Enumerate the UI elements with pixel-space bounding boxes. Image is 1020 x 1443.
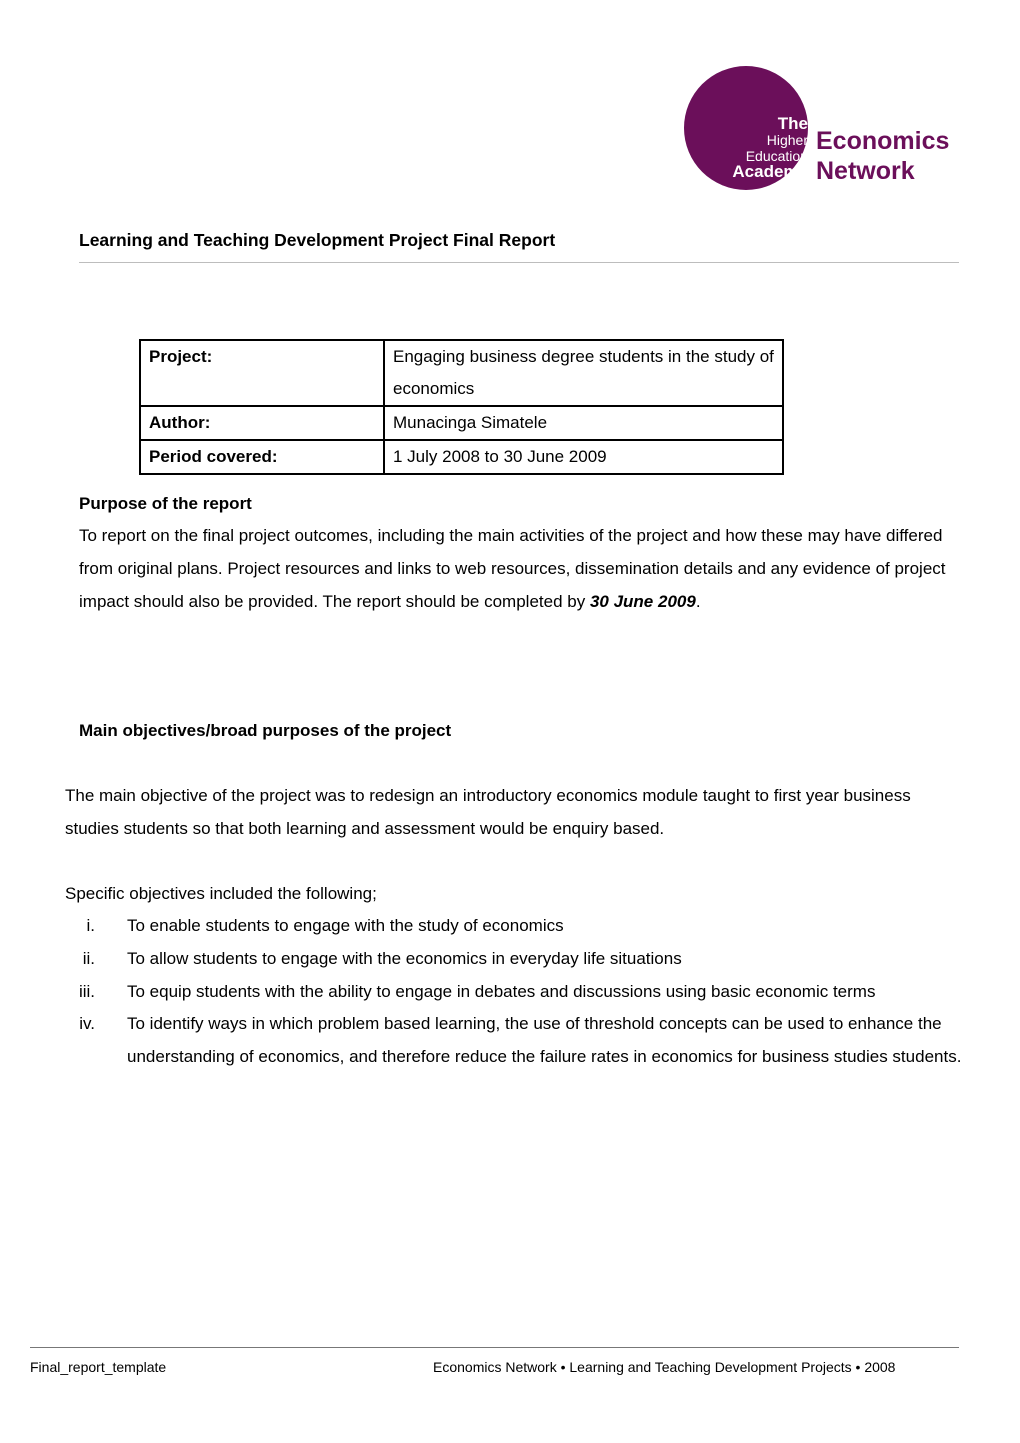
purpose-paragraph bbox=[79, 520, 964, 618]
table-row bbox=[140, 406, 783, 440]
economics-network-logo bbox=[684, 66, 964, 192]
logo-line: The bbox=[777, 114, 808, 133]
project-info-table bbox=[139, 339, 784, 475]
list-item bbox=[65, 1008, 965, 1074]
list-item-number: iii. bbox=[78, 981, 95, 1001]
logo-word-network: Network bbox=[816, 157, 915, 185]
title-divider bbox=[79, 262, 959, 263]
purpose-deadline: 30 June 2009 bbox=[589, 591, 696, 611]
table-label: Period covered: bbox=[140, 440, 384, 474]
logo-academy-text bbox=[732, 116, 808, 180]
purpose-heading: Purpose of the report bbox=[79, 494, 252, 513]
table-label: Project: bbox=[140, 340, 384, 406]
main-objective-paragraph: The main objective of the project was to redesign an introductory economics module taught to first year business studies students so that both learning and assessment would be enquiry based. bbox=[65, 786, 911, 838]
list-item-number: iv. bbox=[79, 1014, 95, 1034]
list-item bbox=[65, 943, 965, 976]
specific-objectives-intro: Specific objectives included the following; bbox=[65, 884, 377, 903]
list-item-text: To equip students with the ability to engage in debates and discussions using basic economic terms bbox=[127, 981, 876, 1001]
purpose-end: . bbox=[695, 591, 701, 611]
logo-line: Education bbox=[745, 148, 808, 164]
list-item-text: To allow students to engage with the economics in everyday life situations bbox=[127, 948, 682, 968]
footer-network-credit: Economics Network • Learning and Teaching Development Projects • 2008 bbox=[433, 1359, 896, 1375]
objectives-list bbox=[65, 910, 965, 1074]
document-title: Learning and Teaching Development Project Final Report bbox=[79, 230, 556, 250]
list-item bbox=[65, 910, 965, 943]
list-item-number: ii. bbox=[82, 948, 95, 968]
footer-divider bbox=[30, 1347, 959, 1348]
table-value: 1 July 2008 to 30 June 2009 bbox=[384, 440, 783, 474]
table-value: Munacinga Simatele bbox=[384, 406, 783, 440]
objectives-heading: Main objectives/broad purposes of the project bbox=[79, 721, 452, 740]
list-item-text: To enable students to engage with the study of economics bbox=[127, 916, 564, 935]
list-item-text: To identify ways in which problem based learning, the use of threshold concepts can be used to enhance the understanding of economics, and therefore reduce the failure rates in economics for business studies students. bbox=[127, 1014, 962, 1067]
list-item bbox=[65, 976, 965, 1009]
table-row bbox=[140, 440, 783, 474]
logo-line: Higher bbox=[766, 132, 808, 148]
table-row bbox=[140, 340, 783, 406]
footer-template-name: Final_report_template bbox=[30, 1359, 167, 1375]
table-label: Author: bbox=[140, 406, 384, 440]
logo-word-economics: Economics bbox=[816, 127, 950, 155]
table-value: Engaging business degree students in the study of economics bbox=[384, 340, 783, 406]
list-item-number: i. bbox=[86, 916, 95, 935]
purpose-text: To report on the final project outcomes, including the main activities of the project and how these may have differed from original plans. Project resources and links to web resources, dissemination details and any evidence of project impact should also be provided. The report should be completed by bbox=[79, 526, 946, 611]
logo-line: Academy bbox=[732, 162, 808, 181]
